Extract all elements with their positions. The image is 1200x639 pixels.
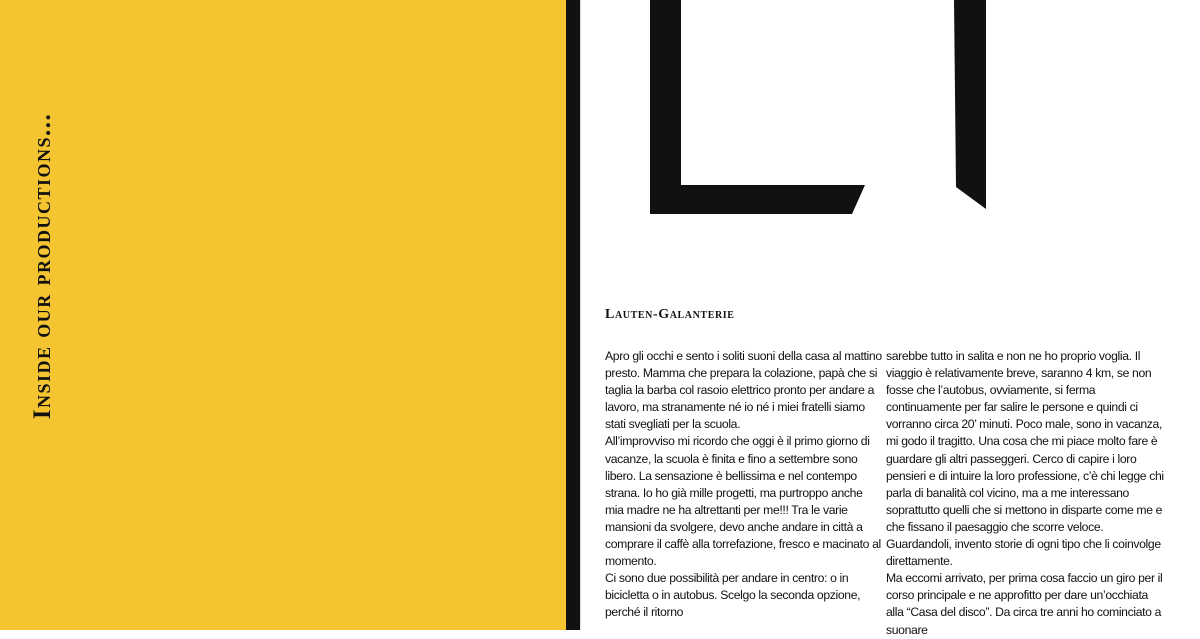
- story-column-left: [605, 348, 883, 622]
- decorative-letters-icon: [620, 0, 1020, 230]
- letter-right-stroke: [954, 0, 986, 209]
- paragraph: Ma eccomi arrivato, per prima cosa faccio un giro per il corso principale e ne approfitto per dare un’occhiata alla “Casa del disco”. Da circa tre anni ho cominciato a suonare: [886, 571, 1163, 637]
- page-spine-edge: [580, 0, 581, 630]
- page-spine: [566, 0, 580, 630]
- paragraph: Apro gli occhi e sento i soliti suoni della casa al mattino presto. Mamma che prepara la colazione, papà che si taglia la barba col rasoio elettrico pronto per andare a lavoro, ma stranamente né io né i miei fratelli siamo stati svegliati per la scuola.: [605, 349, 882, 432]
- paragraph: All’improvviso mi ricordo che oggi è il primo giorno di vacanze, la scuola è finita e fino a settembre sono libero. La sensazione è bellissima e nel contempo strana. Io ho già mille progetti, ma purtroppo anche mia madre ne ha altrettanti per me!!! Tra le varie mansioni da svolgere, devo anche andare in città a comprare il caffè alla torrefazione, fresco e macinato al momento.: [605, 434, 881, 569]
- story-title: Lauten-Galanterie: [605, 307, 735, 322]
- side-title: Inside our productions...: [29, 112, 56, 420]
- paragraph: sarebbe tutto in salita e non ne ho proprio voglia. Il viaggio è relativamente breve, saranno 4 km, se non fosse che l’autobus, ovviamente, si ferma continuamente per far salire le persone e quindi ci vorranno circa 20’ minuti. Poco male, sono in vacanza, mi godo il tragitto. Una cosa che mi piace molto fare è guardare gli altri passeggeri. Cerco di capire i loro pensieri e di intuire la loro professione, c’è chi legge chi parla di banalità col vicino, ma a me interessano soprattutto quelli che si mettono in disparte come me e che fissano il paesaggio che scorre veloce. Guardandoli, invento storie di ogni tipo che li coinvolge direttamente.: [886, 349, 1164, 569]
- paragraph: Ci sono due possibilità per andare in centro: o in bicicletta o in autobus. Scelgo la seconda opzione, perché il ritorno: [605, 571, 861, 620]
- letter-left-stroke: [650, 0, 865, 214]
- story-column-right: [886, 348, 1164, 639]
- yellow-panel: [0, 0, 567, 630]
